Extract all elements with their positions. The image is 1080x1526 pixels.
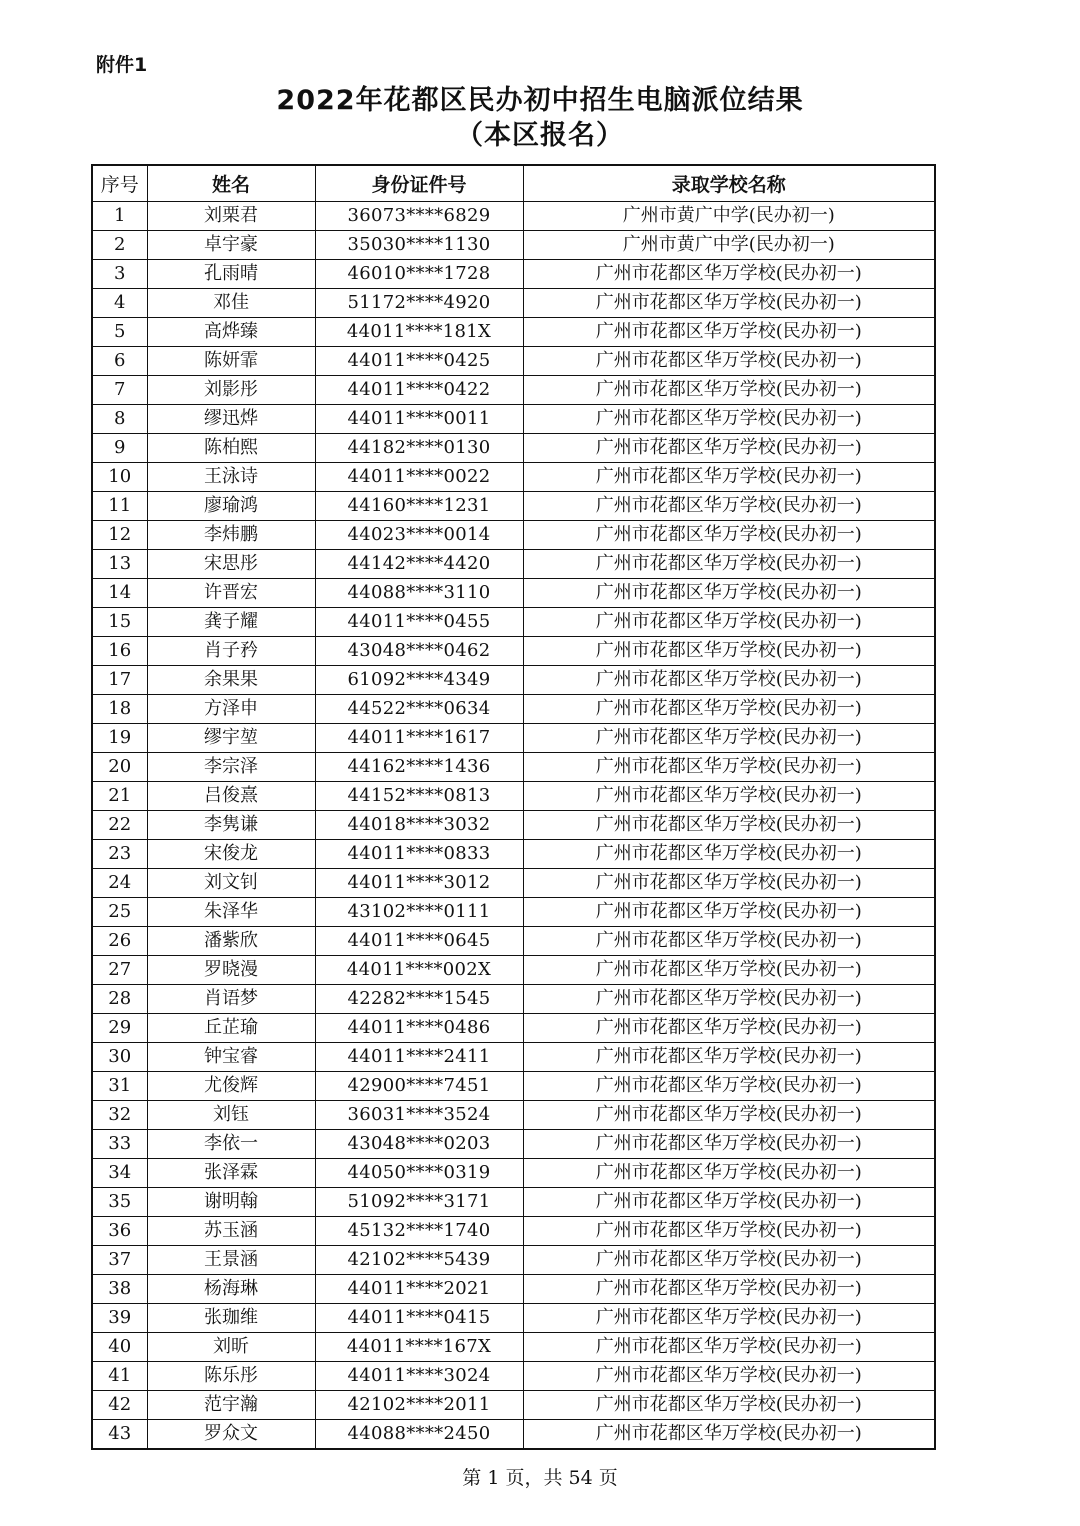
cell-school: 广州市黄广中学(民办初一) xyxy=(523,202,935,231)
cell-seq: 18 xyxy=(92,695,147,724)
cell-name: 李隽谦 xyxy=(147,811,315,840)
cell-school: 广州市花都区华万学校(民办初一) xyxy=(523,1159,935,1188)
cell-school: 广州市花都区华万学校(民办初一) xyxy=(523,1217,935,1246)
cell-seq: 23 xyxy=(92,840,147,869)
cell-school: 广州市花都区华万学校(民办初一) xyxy=(523,318,935,347)
cell-school: 广州市花都区华万学校(民办初一) xyxy=(523,405,935,434)
cell-seq: 11 xyxy=(92,492,147,521)
cell-school: 广州市花都区华万学校(民办初一) xyxy=(523,550,935,579)
cell-name: 钟宝睿 xyxy=(147,1043,315,1072)
cell-school: 广州市花都区华万学校(民办初一) xyxy=(523,1391,935,1420)
table-row xyxy=(92,1217,935,1246)
cell-name: 罗众文 xyxy=(147,1420,315,1450)
cell-seq: 10 xyxy=(92,463,147,492)
cell-id-number: 44152****0813 xyxy=(315,782,523,811)
cell-seq: 30 xyxy=(92,1043,147,1072)
cell-name: 廖瑜鸿 xyxy=(147,492,315,521)
cell-seq: 8 xyxy=(92,405,147,434)
cell-seq: 43 xyxy=(92,1420,147,1450)
cell-school: 广州市花都区华万学校(民办初一) xyxy=(523,376,935,405)
cell-name: 龚子耀 xyxy=(147,608,315,637)
cell-seq: 40 xyxy=(92,1333,147,1362)
cell-name: 余果果 xyxy=(147,666,315,695)
cell-id-number: 44011****0425 xyxy=(315,347,523,376)
cell-school: 广州市花都区华万学校(民办初一) xyxy=(523,1333,935,1362)
cell-name: 刘影彤 xyxy=(147,376,315,405)
cell-id-number: 44011****0486 xyxy=(315,1014,523,1043)
table-row xyxy=(92,898,935,927)
cell-school: 广州市花都区华万学校(民办初一) xyxy=(523,260,935,289)
cell-school: 广州市花都区华万学校(民办初一) xyxy=(523,463,935,492)
table-row xyxy=(92,1275,935,1304)
table-row xyxy=(92,1159,935,1188)
cell-school: 广州市花都区华万学校(民办初一) xyxy=(523,898,935,927)
cell-school: 广州市花都区华万学校(民办初一) xyxy=(523,666,935,695)
cell-seq: 3 xyxy=(92,260,147,289)
cell-name: 杨海琳 xyxy=(147,1275,315,1304)
cell-id-number: 44011****181X xyxy=(315,318,523,347)
table-row xyxy=(92,666,935,695)
cell-name: 张珈维 xyxy=(147,1304,315,1333)
cell-seq: 14 xyxy=(92,579,147,608)
cell-school: 广州市花都区华万学校(民办初一) xyxy=(523,289,935,318)
cell-name: 朱泽华 xyxy=(147,898,315,927)
table-row xyxy=(92,753,935,782)
cell-id-number: 44011****0455 xyxy=(315,608,523,637)
cell-name: 李炜鹏 xyxy=(147,521,315,550)
cell-seq: 9 xyxy=(92,434,147,463)
table-row xyxy=(92,1246,935,1275)
cell-name: 高烨臻 xyxy=(147,318,315,347)
cell-id-number: 44011****2411 xyxy=(315,1043,523,1072)
table-row xyxy=(92,260,935,289)
table-row xyxy=(92,231,935,260)
header-id-number: 身份证件号 xyxy=(315,165,523,202)
cell-id-number: 44023****0014 xyxy=(315,521,523,550)
table-row xyxy=(92,463,935,492)
cell-name: 孔雨晴 xyxy=(147,260,315,289)
cell-seq: 32 xyxy=(92,1101,147,1130)
cell-seq: 5 xyxy=(92,318,147,347)
cell-seq: 6 xyxy=(92,347,147,376)
cell-name: 苏玉涵 xyxy=(147,1217,315,1246)
cell-school: 广州市花都区华万学校(民办初一) xyxy=(523,434,935,463)
cell-seq: 22 xyxy=(92,811,147,840)
cell-name: 刘钰 xyxy=(147,1101,315,1130)
table-row xyxy=(92,1362,935,1391)
cell-school: 广州市花都区华万学校(民办初一) xyxy=(523,782,935,811)
cell-id-number: 44088****2450 xyxy=(315,1420,523,1450)
cell-id-number: 44011****2021 xyxy=(315,1275,523,1304)
cell-id-number: 42282****1545 xyxy=(315,985,523,1014)
cell-school: 广州市花都区华万学校(民办初一) xyxy=(523,840,935,869)
table-row xyxy=(92,492,935,521)
cell-id-number: 51092****3171 xyxy=(315,1188,523,1217)
cell-seq: 41 xyxy=(92,1362,147,1391)
cell-school: 广州市黄广中学(民办初一) xyxy=(523,231,935,260)
page-subtitle: （本区报名） xyxy=(456,120,624,151)
cell-seq: 4 xyxy=(92,289,147,318)
cell-name: 尤俊辉 xyxy=(147,1072,315,1101)
table-row xyxy=(92,869,935,898)
table-row xyxy=(92,1391,935,1420)
cell-id-number: 43048****0462 xyxy=(315,637,523,666)
table-row xyxy=(92,1101,935,1130)
cell-id-number: 44011****0022 xyxy=(315,463,523,492)
cell-school: 广州市花都区华万学校(民办初一) xyxy=(523,492,935,521)
cell-seq: 13 xyxy=(92,550,147,579)
cell-name: 王泳诗 xyxy=(147,463,315,492)
header-name: 姓名 xyxy=(147,165,315,202)
admission-results-table xyxy=(91,164,936,1450)
table-row xyxy=(92,521,935,550)
cell-id-number: 44011****1617 xyxy=(315,724,523,753)
cell-name: 罗晓漫 xyxy=(147,956,315,985)
cell-school: 广州市花都区华万学校(民办初一) xyxy=(523,1072,935,1101)
cell-school: 广州市花都区华万学校(民办初一) xyxy=(523,724,935,753)
cell-seq: 7 xyxy=(92,376,147,405)
cell-name: 李依一 xyxy=(147,1130,315,1159)
cell-id-number: 44050****0319 xyxy=(315,1159,523,1188)
cell-id-number: 43048****0203 xyxy=(315,1130,523,1159)
table-row xyxy=(92,202,935,231)
cell-school: 广州市花都区华万学校(民办初一) xyxy=(523,869,935,898)
cell-id-number: 51172****4920 xyxy=(315,289,523,318)
cell-id-number: 44011****0422 xyxy=(315,376,523,405)
cell-name: 刘栗君 xyxy=(147,202,315,231)
cell-id-number: 35030****1130 xyxy=(315,231,523,260)
cell-school: 广州市花都区华万学校(民办初一) xyxy=(523,1304,935,1333)
cell-name: 潘紫欣 xyxy=(147,927,315,956)
cell-seq: 1 xyxy=(92,202,147,231)
cell-seq: 37 xyxy=(92,1246,147,1275)
cell-seq: 24 xyxy=(92,869,147,898)
cell-seq: 26 xyxy=(92,927,147,956)
cell-seq: 33 xyxy=(92,1130,147,1159)
cell-school: 广州市花都区华万学校(民办初一) xyxy=(523,1420,935,1450)
cell-id-number: 43102****0111 xyxy=(315,898,523,927)
cell-name: 刘昕 xyxy=(147,1333,315,1362)
cell-school: 广州市花都区华万学校(民办初一) xyxy=(523,1043,935,1072)
header-seq: 序号 xyxy=(92,165,147,202)
cell-seq: 27 xyxy=(92,956,147,985)
cell-id-number: 44182****0130 xyxy=(315,434,523,463)
cell-seq: 20 xyxy=(92,753,147,782)
cell-name: 王景涵 xyxy=(147,1246,315,1275)
cell-id-number: 42900****7451 xyxy=(315,1072,523,1101)
table-body xyxy=(92,202,935,1450)
cell-id-number: 44162****1436 xyxy=(315,753,523,782)
attachment-label: 附件1 xyxy=(96,54,148,76)
cell-id-number: 36073****6829 xyxy=(315,202,523,231)
cell-seq: 2 xyxy=(92,231,147,260)
table-row xyxy=(92,1188,935,1217)
cell-name: 范宇瀚 xyxy=(147,1391,315,1420)
table-row xyxy=(92,347,935,376)
table-row xyxy=(92,579,935,608)
table-row xyxy=(92,985,935,1014)
cell-id-number: 36031****3524 xyxy=(315,1101,523,1130)
cell-seq: 21 xyxy=(92,782,147,811)
cell-name: 邓佳 xyxy=(147,289,315,318)
table-row xyxy=(92,1420,935,1450)
cell-school: 广州市花都区华万学校(民办初一) xyxy=(523,753,935,782)
cell-name: 陈乐彤 xyxy=(147,1362,315,1391)
cell-seq: 34 xyxy=(92,1159,147,1188)
cell-school: 广州市花都区华万学校(民办初一) xyxy=(523,521,935,550)
cell-id-number: 44160****1231 xyxy=(315,492,523,521)
cell-seq: 15 xyxy=(92,608,147,637)
page-footer: 第 1 页，共 54 页 xyxy=(462,1467,618,1489)
cell-school: 广州市花都区华万学校(民办初一) xyxy=(523,347,935,376)
cell-name: 缪迅烨 xyxy=(147,405,315,434)
cell-school: 广州市花都区华万学校(民办初一) xyxy=(523,579,935,608)
table-row xyxy=(92,927,935,956)
cell-seq: 29 xyxy=(92,1014,147,1043)
cell-id-number: 44011****002X xyxy=(315,956,523,985)
cell-school: 广州市花都区华万学校(民办初一) xyxy=(523,1101,935,1130)
table-header-row xyxy=(92,165,935,202)
cell-school: 广州市花都区华万学校(民办初一) xyxy=(523,956,935,985)
table-row xyxy=(92,811,935,840)
table-row xyxy=(92,1130,935,1159)
cell-id-number: 44522****0634 xyxy=(315,695,523,724)
cell-name: 刘文钊 xyxy=(147,869,315,898)
table-row xyxy=(92,840,935,869)
cell-seq: 31 xyxy=(92,1072,147,1101)
cell-id-number: 44011****0645 xyxy=(315,927,523,956)
cell-seq: 16 xyxy=(92,637,147,666)
table-row xyxy=(92,1072,935,1101)
cell-school: 广州市花都区华万学校(民办初一) xyxy=(523,1188,935,1217)
cell-seq: 42 xyxy=(92,1391,147,1420)
header-school: 录取学校名称 xyxy=(523,165,935,202)
page-title: 2022年花都区民办初中招生电脑派位结果 xyxy=(276,85,804,116)
cell-name: 陈柏熙 xyxy=(147,434,315,463)
cell-school: 广州市花都区华万学校(民办初一) xyxy=(523,1246,935,1275)
cell-name: 丘芷瑜 xyxy=(147,1014,315,1043)
table-row xyxy=(92,405,935,434)
cell-seq: 28 xyxy=(92,985,147,1014)
cell-seq: 36 xyxy=(92,1217,147,1246)
cell-school: 广州市花都区华万学校(民办初一) xyxy=(523,927,935,956)
cell-name: 吕俊熹 xyxy=(147,782,315,811)
cell-school: 广州市花都区华万学校(民办初一) xyxy=(523,608,935,637)
cell-seq: 35 xyxy=(92,1188,147,1217)
table-row xyxy=(92,956,935,985)
cell-name: 肖子矜 xyxy=(147,637,315,666)
cell-seq: 17 xyxy=(92,666,147,695)
cell-school: 广州市花都区华万学校(民办初一) xyxy=(523,1362,935,1391)
cell-name: 宋俊龙 xyxy=(147,840,315,869)
cell-school: 广州市花都区华万学校(民办初一) xyxy=(523,985,935,1014)
cell-id-number: 44011****0011 xyxy=(315,405,523,434)
table-row xyxy=(92,434,935,463)
cell-id-number: 61092****4349 xyxy=(315,666,523,695)
cell-school: 广州市花都区华万学校(民办初一) xyxy=(523,1275,935,1304)
cell-id-number: 46010****1728 xyxy=(315,260,523,289)
cell-name: 缪宇堃 xyxy=(147,724,315,753)
cell-seq: 19 xyxy=(92,724,147,753)
cell-school: 广州市花都区华万学校(民办初一) xyxy=(523,811,935,840)
cell-name: 卓宇豪 xyxy=(147,231,315,260)
cell-seq: 25 xyxy=(92,898,147,927)
table-row xyxy=(92,1043,935,1072)
table-row xyxy=(92,289,935,318)
cell-id-number: 44011****0415 xyxy=(315,1304,523,1333)
table-row xyxy=(92,637,935,666)
cell-id-number: 44011****167X xyxy=(315,1333,523,1362)
table-row xyxy=(92,608,935,637)
cell-id-number: 42102****2011 xyxy=(315,1391,523,1420)
cell-id-number: 44011****0833 xyxy=(315,840,523,869)
cell-name: 方泽申 xyxy=(147,695,315,724)
cell-seq: 38 xyxy=(92,1275,147,1304)
cell-school: 广州市花都区华万学校(民办初一) xyxy=(523,637,935,666)
cell-id-number: 44142****4420 xyxy=(315,550,523,579)
cell-school: 广州市花都区华万学校(民办初一) xyxy=(523,695,935,724)
cell-name: 宋思彤 xyxy=(147,550,315,579)
cell-seq: 12 xyxy=(92,521,147,550)
table-row xyxy=(92,550,935,579)
table-row xyxy=(92,782,935,811)
table-row xyxy=(92,724,935,753)
table-row xyxy=(92,1304,935,1333)
cell-id-number: 44088****3110 xyxy=(315,579,523,608)
cell-name: 谢明翰 xyxy=(147,1188,315,1217)
cell-name: 张泽霖 xyxy=(147,1159,315,1188)
cell-name: 许晋宏 xyxy=(147,579,315,608)
table-row xyxy=(92,1333,935,1362)
cell-school: 广州市花都区华万学校(民办初一) xyxy=(523,1130,935,1159)
cell-name: 陈妍霏 xyxy=(147,347,315,376)
cell-name: 肖语梦 xyxy=(147,985,315,1014)
cell-id-number: 42102****5439 xyxy=(315,1246,523,1275)
cell-id-number: 44018****3032 xyxy=(315,811,523,840)
table-row xyxy=(92,695,935,724)
cell-seq: 39 xyxy=(92,1304,147,1333)
cell-id-number: 44011****3012 xyxy=(315,869,523,898)
cell-school: 广州市花都区华万学校(民办初一) xyxy=(523,1014,935,1043)
cell-id-number: 44011****3024 xyxy=(315,1362,523,1391)
cell-name: 李宗泽 xyxy=(147,753,315,782)
table-row xyxy=(92,1014,935,1043)
cell-id-number: 45132****1740 xyxy=(315,1217,523,1246)
table-row xyxy=(92,318,935,347)
table-row xyxy=(92,376,935,405)
